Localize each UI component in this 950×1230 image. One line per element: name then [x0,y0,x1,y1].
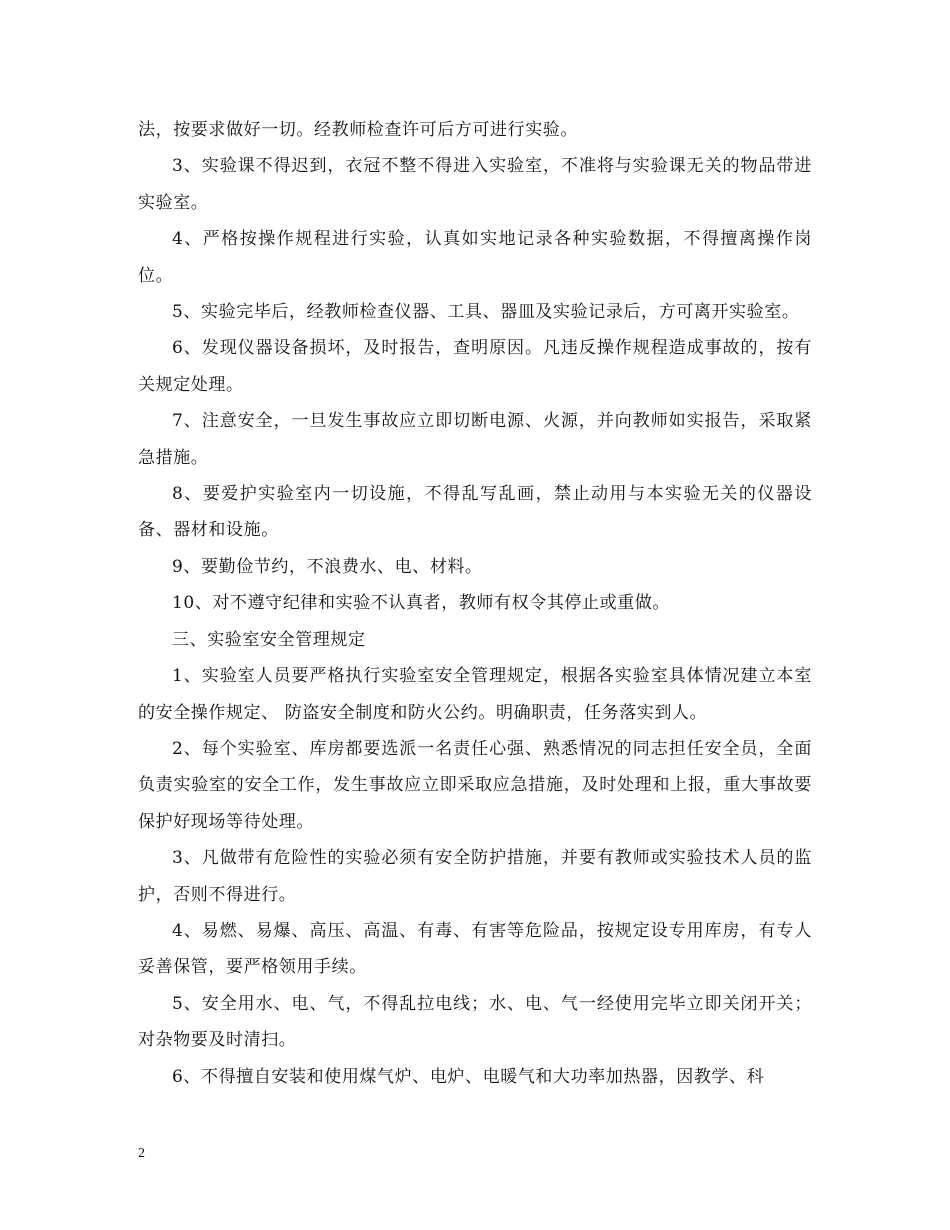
paragraph: 8、要爱护实验室内一切设施，不得乱写乱画，禁止动用与本实验无关的仪器设备、器材和设施。 [138,484,812,541]
paragraph: 6、不得擅自安装和使用煤气炉、电炉、电暖气和大功率加热器，因教学、科 [172,1066,765,1087]
page-number: 2 [138,1146,145,1161]
paragraph: 5、实验完毕后，经教师检查仪器、工具、器皿及实验记录后，方可离开实验室。 [172,302,800,323]
paragraph: 4、易燃、易爆、高压、高温、有毒、有害等危险品，按规定设专用库房，有专人妥善保管，要严格领用手续。 [138,920,812,978]
paragraph: 4、严格按操作规程进行实验，认真如实地记录各种实验数据，不得擅离操作岗位。 [138,229,812,286]
paragraph: 3、凡做带有危险性的实验必须有安全防护措施，并要有教师或实验技术人员的监护，否则不得进行。 [138,848,812,905]
paragraph: 5、安全用水、电、气，不得乱拉电线；水、电、气一经使用完毕立即关闭开关；对杂物要及时清扫。 [138,993,812,1051]
paragraph: 法，按要求做好一切。经教师检查许可后方可进行实验。 [138,120,578,140]
paragraph: 2、每个实验室、库房都要选派一名责任心强、熟悉情况的同志担任安全员，全面负责实验室的安全工作，发生事故应立即采取应急措施，及时处理和上报，重大事故要保护好现场等待处理。 [138,738,812,832]
paragraph: 10、对不遵守纪律和实验不认真者，教师有权令其停止或重做。 [172,593,671,614]
section-heading: 三、实验室安全管理规定 [172,629,366,650]
paragraph: 7、注意安全，一旦发生事故应立即切断电源、火源，并向教师如实报告，采取紧急措施。 [138,411,812,468]
paragraph: 6、发现仪器设备损坏，及时报告，查明原因。凡违反操作规程造成事故的，按有关规定处理。 [138,338,812,395]
paragraph: 9、要勤俭节约，不浪费水、电、材料。 [172,556,483,577]
document-body [138,112,812,1095]
paragraph: 1、实验室人员要严格执行实验室安全管理规定，根据各实验室具体情况建立本室的安全操作规定、 防盗安全制度和防火公约。明确职责，任务落实到人。 [138,666,812,723]
paragraph: 3、实验课不得迟到，衣冠不整不得进入实验室，不准将与实验课无关的物品带进实验室。 [138,156,812,213]
